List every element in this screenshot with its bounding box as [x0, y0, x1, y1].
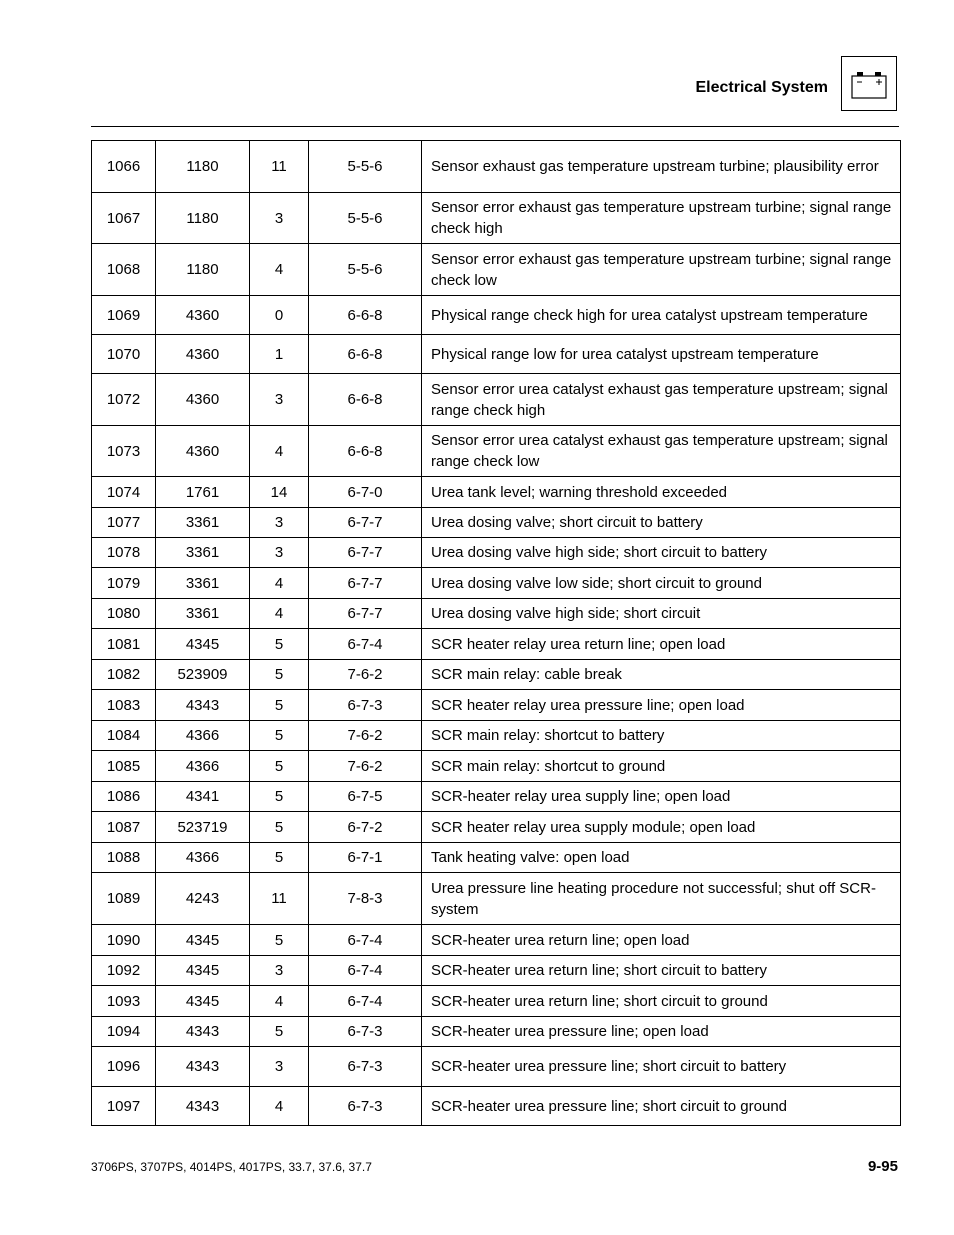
cell-flash: 5-5-6: [309, 193, 422, 244]
cell-flash: 6-7-4: [309, 925, 422, 956]
fault-code-table-body: [92, 141, 901, 1126]
cell-flash: 6-7-2: [309, 812, 422, 843]
cell-fmi: 1: [250, 335, 309, 374]
cell-description: Urea tank level; warning threshold exceeded: [422, 477, 901, 508]
cell-flash: 6-7-7: [309, 599, 422, 629]
cell-fmi: 3: [250, 538, 309, 568]
cell-spn: 3361: [156, 508, 250, 538]
header-divider: [91, 126, 899, 127]
cell-fmi: 14: [250, 477, 309, 508]
battery-icon: [841, 56, 897, 111]
cell-description: SCR main relay: shortcut to ground: [422, 751, 901, 782]
cell-description: Sensor error exhaust gas temperature upstream turbine; signal range check high: [422, 193, 901, 244]
cell-fmi: 4: [250, 244, 309, 296]
cell-fmi: 5: [250, 629, 309, 660]
cell-spn: 4345: [156, 925, 250, 956]
cell-description: SCR-heater urea pressure line; open load: [422, 1017, 901, 1047]
cell-code: 1088: [92, 843, 156, 873]
cell-fmi: 3: [250, 193, 309, 244]
table-row: [92, 873, 901, 925]
cell-spn: 3361: [156, 568, 250, 599]
cell-spn: 4343: [156, 1017, 250, 1047]
table-row: [92, 374, 901, 426]
cell-description: SCR heater relay urea supply module; open load: [422, 812, 901, 843]
cell-description: Physical range low for urea catalyst upstream temperature: [422, 335, 901, 374]
cell-description: Tank heating valve: open load: [422, 843, 901, 873]
cell-flash: 6-7-3: [309, 690, 422, 721]
table-row: [92, 751, 901, 782]
cell-code: 1081: [92, 629, 156, 660]
table-row: [92, 426, 901, 477]
cell-flash: 6-7-3: [309, 1087, 422, 1126]
cell-fmi: 5: [250, 782, 309, 812]
table-row: [92, 335, 901, 374]
cell-code: 1085: [92, 751, 156, 782]
cell-flash: 6-6-8: [309, 335, 422, 374]
cell-code: 1090: [92, 925, 156, 956]
cell-description: SCR-heater urea return line; short circuit to battery: [422, 956, 901, 986]
table-row: [92, 141, 901, 193]
cell-code: 1077: [92, 508, 156, 538]
cell-code: 1083: [92, 690, 156, 721]
cell-fmi: 4: [250, 568, 309, 599]
cell-code: 1094: [92, 1017, 156, 1047]
cell-code: 1092: [92, 956, 156, 986]
page-number: 9-95: [867, 1158, 898, 1175]
cell-fmi: 3: [250, 508, 309, 538]
cell-flash: 6-7-4: [309, 956, 422, 986]
cell-spn: 4360: [156, 296, 250, 335]
table-row: [92, 690, 901, 721]
cell-spn: 523719: [156, 812, 250, 843]
cell-description: SCR main relay: cable break: [422, 660, 901, 690]
cell-flash: 6-6-8: [309, 296, 422, 335]
cell-description: Urea dosing valve high side; short circuit to battery: [422, 538, 901, 568]
table-row: [92, 599, 901, 629]
section-title: Electrical System: [695, 79, 828, 96]
cell-flash: 6-7-7: [309, 568, 422, 599]
cell-description: Sensor error urea catalyst exhaust gas temperature upstream; signal range check high: [422, 374, 901, 426]
cell-code: 1087: [92, 812, 156, 843]
cell-fmi: 5: [250, 660, 309, 690]
table-row: [92, 629, 901, 660]
table-row: [92, 508, 901, 538]
footer-models: 3706PS, 3707PS, 4014PS, 4017PS, 33.7, 37.6, 37.7: [91, 1160, 372, 1174]
cell-fmi: 5: [250, 1017, 309, 1047]
cell-fmi: 5: [250, 925, 309, 956]
cell-fmi: 3: [250, 956, 309, 986]
cell-flash: 6-7-5: [309, 782, 422, 812]
cell-fmi: 3: [250, 1047, 309, 1087]
cell-spn: 4366: [156, 751, 250, 782]
cell-code: 1097: [92, 1087, 156, 1126]
cell-spn: 4366: [156, 843, 250, 873]
cell-description: Sensor error urea catalyst exhaust gas temperature upstream; signal range check low: [422, 426, 901, 477]
cell-code: 1080: [92, 599, 156, 629]
cell-flash: 7-6-2: [309, 721, 422, 751]
cell-flash: 6-7-7: [309, 508, 422, 538]
table-row: [92, 925, 901, 956]
cell-spn: 4343: [156, 690, 250, 721]
cell-spn: 4360: [156, 426, 250, 477]
cell-spn: 4345: [156, 629, 250, 660]
cell-flash: 6-7-1: [309, 843, 422, 873]
cell-code: 1069: [92, 296, 156, 335]
cell-code: 1093: [92, 986, 156, 1017]
cell-fmi: 0: [250, 296, 309, 335]
cell-fmi: 4: [250, 1087, 309, 1126]
cell-description: SCR heater relay urea pressure line; open load: [422, 690, 901, 721]
cell-spn: 4360: [156, 374, 250, 426]
cell-code: 1067: [92, 193, 156, 244]
cell-description: Sensor exhaust gas temperature upstream turbine; plausibility error: [422, 141, 901, 193]
cell-fmi: 5: [250, 721, 309, 751]
table-row: [92, 1047, 901, 1087]
cell-code: 1096: [92, 1047, 156, 1087]
cell-description: SCR-heater urea return line; open load: [422, 925, 901, 956]
cell-flash: 5-5-6: [309, 244, 422, 296]
cell-description: SCR-heater urea return line; short circuit to ground: [422, 986, 901, 1017]
cell-fmi: 4: [250, 986, 309, 1017]
table-row: [92, 296, 901, 335]
cell-spn: 3361: [156, 538, 250, 568]
cell-flash: 7-6-2: [309, 751, 422, 782]
fault-code-table: [91, 140, 901, 1126]
cell-spn: 4343: [156, 1047, 250, 1087]
cell-code: 1066: [92, 141, 156, 193]
table-row: [92, 843, 901, 873]
cell-code: 1078: [92, 538, 156, 568]
cell-spn: 1180: [156, 141, 250, 193]
cell-description: Physical range check high for urea catalyst upstream temperature: [422, 296, 901, 335]
cell-fmi: 4: [250, 426, 309, 477]
table-row: [92, 812, 901, 843]
cell-description: Sensor error exhaust gas temperature upstream turbine; signal range check low: [422, 244, 901, 296]
cell-spn: 4343: [156, 1087, 250, 1126]
cell-spn: 1761: [156, 477, 250, 508]
table-row: [92, 244, 901, 296]
cell-spn: 3361: [156, 599, 250, 629]
cell-flash: 6-6-8: [309, 426, 422, 477]
cell-code: 1070: [92, 335, 156, 374]
cell-code: 1074: [92, 477, 156, 508]
cell-spn: 1180: [156, 193, 250, 244]
cell-code: 1073: [92, 426, 156, 477]
cell-flash: 6-7-3: [309, 1047, 422, 1087]
cell-description: SCR main relay: shortcut to battery: [422, 721, 901, 751]
cell-flash: 6-7-4: [309, 629, 422, 660]
cell-fmi: 5: [250, 751, 309, 782]
cell-fmi: 3: [250, 374, 309, 426]
cell-code: 1086: [92, 782, 156, 812]
cell-spn: 1180: [156, 244, 250, 296]
cell-flash: 6-6-8: [309, 374, 422, 426]
cell-fmi: 5: [250, 690, 309, 721]
cell-code: 1068: [92, 244, 156, 296]
table-row: [92, 193, 901, 244]
table-row: [92, 538, 901, 568]
table-row: [92, 660, 901, 690]
cell-code: 1082: [92, 660, 156, 690]
table-row: [92, 782, 901, 812]
cell-spn: 4366: [156, 721, 250, 751]
table-row: [92, 568, 901, 599]
cell-description: SCR-heater urea pressure line; short circuit to battery: [422, 1047, 901, 1087]
cell-spn: 4243: [156, 873, 250, 925]
cell-description: SCR heater relay urea return line; open load: [422, 629, 901, 660]
cell-fmi: 5: [250, 843, 309, 873]
cell-description: Urea dosing valve high side; short circuit: [422, 599, 901, 629]
cell-description: Urea dosing valve; short circuit to battery: [422, 508, 901, 538]
cell-fmi: 4: [250, 599, 309, 629]
cell-fmi: 11: [250, 873, 309, 925]
table-row: [92, 956, 901, 986]
cell-description: SCR-heater relay urea supply line; open load: [422, 782, 901, 812]
cell-code: 1079: [92, 568, 156, 599]
cell-description: Urea dosing valve low side; short circuit to ground: [422, 568, 901, 599]
cell-flash: 6-7-3: [309, 1017, 422, 1047]
table-row: [92, 1017, 901, 1047]
cell-spn: 4345: [156, 956, 250, 986]
table-row: [92, 477, 901, 508]
cell-flash: 5-5-6: [309, 141, 422, 193]
table-row: [92, 1087, 901, 1126]
cell-fmi: 5: [250, 812, 309, 843]
table-row: [92, 986, 901, 1017]
cell-flash: 6-7-7: [309, 538, 422, 568]
cell-spn: 4360: [156, 335, 250, 374]
cell-spn: 523909: [156, 660, 250, 690]
cell-spn: 4341: [156, 782, 250, 812]
cell-code: 1072: [92, 374, 156, 426]
cell-description: SCR-heater urea pressure line; short circuit to ground: [422, 1087, 901, 1126]
cell-code: 1089: [92, 873, 156, 925]
cell-spn: 4345: [156, 986, 250, 1017]
cell-flash: 6-7-4: [309, 986, 422, 1017]
cell-flash: 7-6-2: [309, 660, 422, 690]
cell-code: 1084: [92, 721, 156, 751]
cell-fmi: 11: [250, 141, 309, 193]
table-row: [92, 721, 901, 751]
cell-description: Urea pressure line heating procedure not successful; shut off SCR-system: [422, 873, 901, 925]
cell-flash: 7-8-3: [309, 873, 422, 925]
cell-flash: 6-7-0: [309, 477, 422, 508]
